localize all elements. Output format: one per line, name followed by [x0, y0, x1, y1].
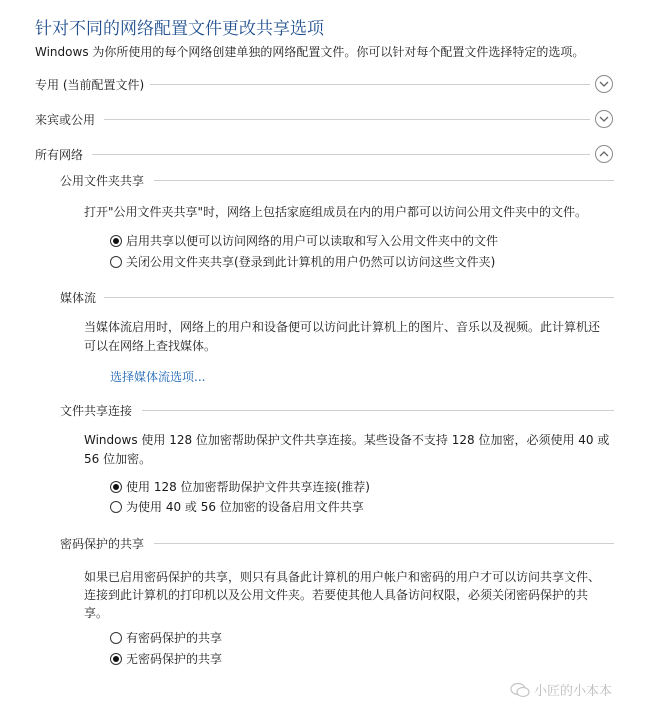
chevron-down-icon[interactable] — [595, 110, 613, 128]
radio-unchecked-icon[interactable] — [110, 632, 122, 644]
password-option-on-label[interactable]: 有密码保护的共享 — [126, 631, 223, 645]
file-sharing-divider — [142, 410, 614, 411]
radio-unchecked-icon[interactable] — [110, 256, 122, 268]
profile-all-networks-label[interactable]: 所有网络 — [35, 148, 84, 162]
public-folder-description: 打开"公用文件夹共享"时，网络上包括家庭组成员在内的用户都可以访问公用文件夹中的文件。 — [84, 205, 588, 219]
password-description-line2: 连接到此计算机的打印机以及公用文件夹。若要使其他人具备访问权限，必须关闭密码保护的共 — [84, 588, 589, 602]
password-option-on[interactable] — [110, 629, 222, 646]
public-folder-heading: 公用文件夹共享 — [60, 174, 145, 188]
file-sharing-option-128-label[interactable]: 使用 128 位加密帮助保护文件共享连接(推荐) — [126, 480, 370, 494]
chevron-down-icon[interactable] — [595, 75, 613, 93]
public-folder-option-on-label[interactable]: 启用共享以便可以访问网络的用户可以读取和写入公用文件夹中的文件 — [126, 234, 499, 248]
password-option-off-label[interactable]: 无密码保护的共享 — [126, 652, 223, 666]
page-title: 针对不同的网络配置文件更改共享选项 — [35, 19, 324, 39]
media-description-line1: 当媒体流启用时，网络上的用户和设备便可以访问此计算机上的图片、音乐以及视频。此计算机还 — [84, 320, 601, 334]
media-options-link[interactable]: 选择媒体流选项... — [110, 370, 206, 384]
public-folder-divider — [154, 180, 614, 181]
profile-guest-label[interactable]: 来宾或公用 — [35, 113, 96, 127]
media-description-line2: 可以在网络上查找媒体。 — [84, 339, 217, 353]
public-folder-option-off-label[interactable]: 关闭公用文件夹共享(登录到此计算机的用户仍然可以访问这些文件夹) — [126, 255, 496, 269]
radio-checked-icon[interactable] — [110, 235, 122, 247]
chat-bubble-icon — [510, 682, 530, 698]
password-divider — [154, 543, 614, 544]
page-intro: Windows 为你所使用的每个网络创建单独的网络配置文件。你可以针对每个配置文件选择特定的选项。 — [35, 45, 585, 59]
media-heading: 媒体流 — [60, 291, 97, 305]
password-heading: 密码保护的共享 — [60, 537, 145, 551]
public-folder-option-on[interactable] — [110, 232, 498, 249]
file-sharing-option-40-56-label[interactable]: 为使用 40 或 56 位加密的设备启用文件共享 — [126, 500, 364, 514]
file-sharing-option-128[interactable] — [110, 478, 370, 495]
file-sharing-heading: 文件共享连接 — [60, 404, 133, 418]
file-sharing-description-line1: Windows 使用 128 位加密帮助保护文件共享连接。某些设备不支持 128 位加密，必须使用 40 或 — [84, 433, 610, 447]
password-option-off[interactable] — [110, 650, 222, 667]
profile-all-networks-divider — [92, 154, 590, 155]
password-description-line1: 如果已启用密码保护的共享，则只有具备此计算机的用户帐户和密码的用户才可以访问共享文件、 — [84, 570, 601, 584]
public-folder-option-off[interactable] — [110, 253, 495, 270]
radio-unchecked-icon[interactable] — [110, 501, 122, 513]
chevron-up-icon[interactable] — [595, 145, 613, 163]
file-sharing-description-line2: 56 位加密。 — [84, 452, 152, 466]
watermark-text: 小匠的小本本 — [534, 684, 613, 699]
file-sharing-option-40-56[interactable] — [110, 498, 364, 515]
profile-private-divider — [150, 84, 590, 85]
profile-private-label[interactable]: 专用 (当前配置文件) — [35, 78, 145, 92]
profile-guest-divider — [104, 119, 590, 120]
password-description-line3: 享。 — [84, 606, 109, 620]
radio-checked-icon[interactable] — [110, 653, 122, 665]
media-divider — [104, 297, 614, 298]
watermark — [510, 680, 612, 699]
radio-checked-icon[interactable] — [110, 481, 122, 493]
